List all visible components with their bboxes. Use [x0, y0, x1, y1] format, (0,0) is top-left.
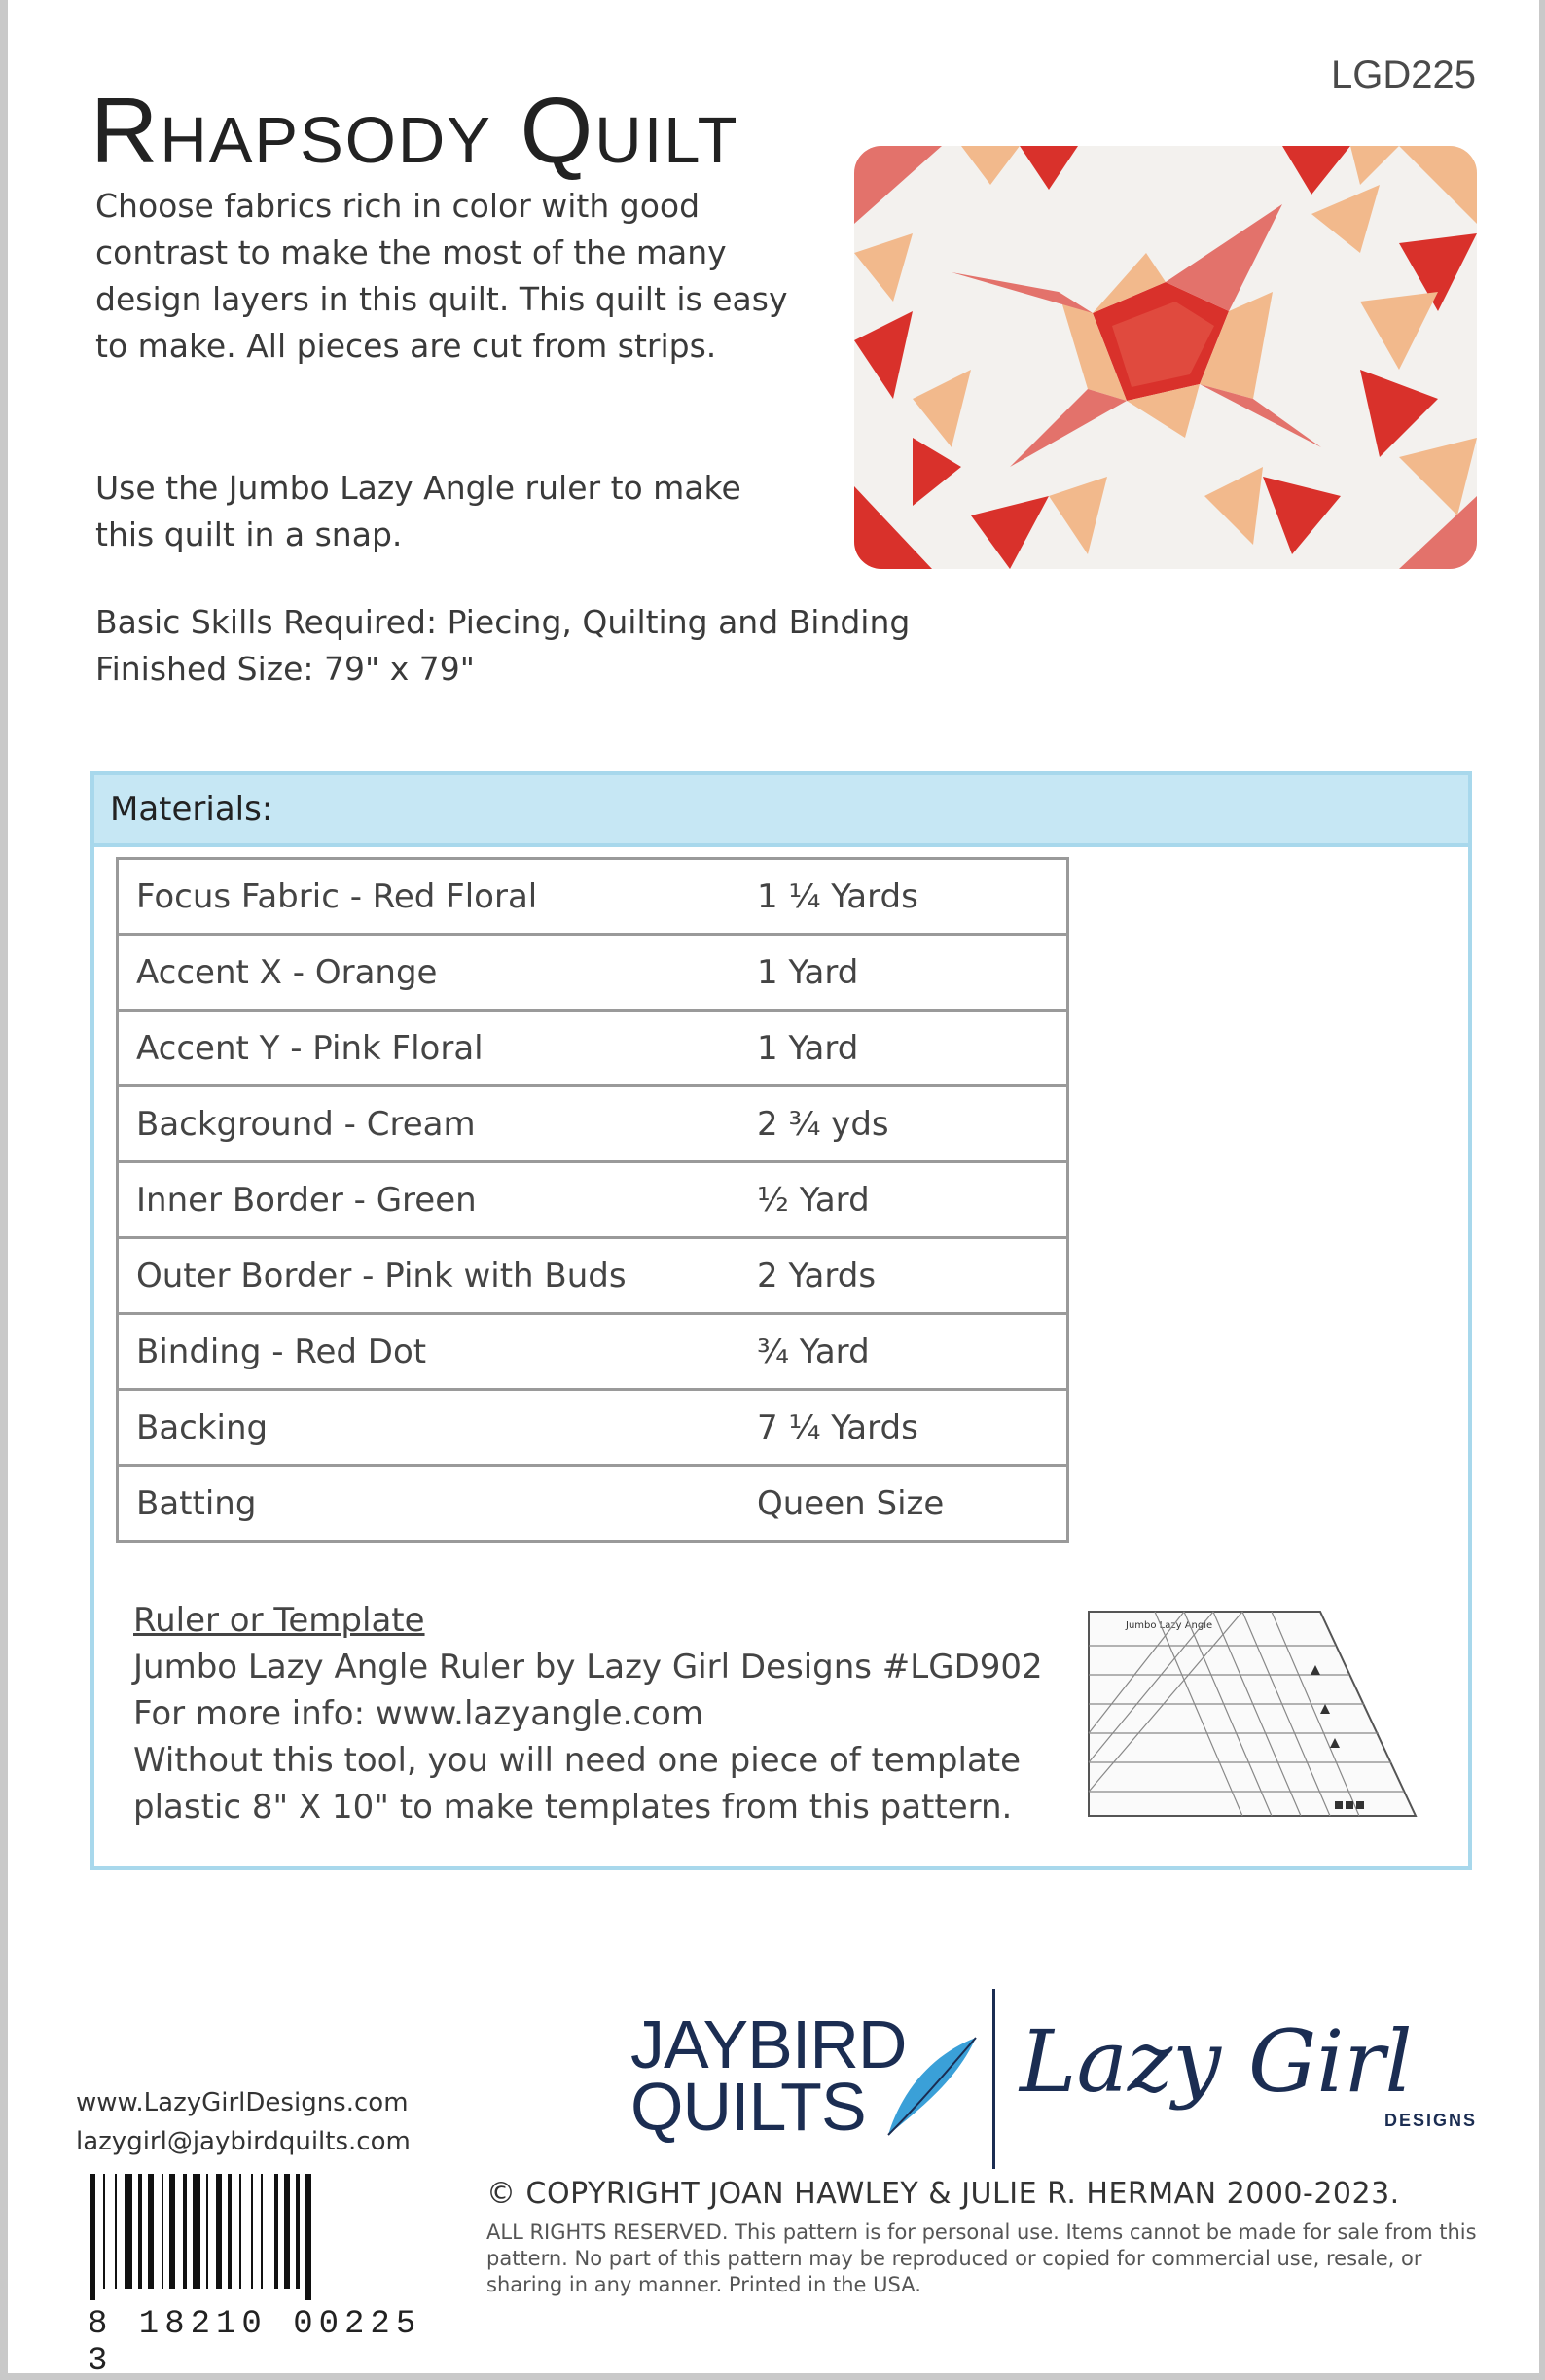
- ruler-image-label: Jumbo Lazy Angle: [1126, 1620, 1213, 1631]
- table-row: [118, 1390, 1068, 1466]
- ruler-section: [133, 1597, 1087, 1830]
- pattern-title: Rhapsody Quilt: [90, 79, 739, 183]
- barcode-bar: [284, 2174, 290, 2289]
- barcode-bar: [216, 2174, 222, 2289]
- barcode-bar: [305, 2174, 311, 2300]
- lazy-girl-designs-text: DESIGNS: [1384, 2111, 1478, 2130]
- material-name: Outer Border - Pink with Buds: [118, 1238, 740, 1314]
- materials-table: [116, 857, 1069, 1543]
- material-qty: ½ Yard: [739, 1162, 1068, 1238]
- finished-size-text: Finished Size: 79" x 79": [95, 650, 475, 688]
- barcode-bar: [274, 2174, 278, 2289]
- barcode-bar: [125, 2174, 132, 2289]
- barcode-bar: [162, 2174, 163, 2289]
- quilt-illustration: [854, 146, 1477, 569]
- table-row: [118, 1466, 1068, 1542]
- ruler-note-text: Use the Jumbo Lazy Angle ruler to make this quilt in a snap.: [95, 469, 741, 553]
- table-row: [118, 1086, 1068, 1162]
- barcode-bar: [228, 2174, 232, 2289]
- material-qty: 2 Yards: [739, 1238, 1068, 1314]
- skills-text: Basic Skills Required: Piecing, Quilting and Binding: [95, 603, 911, 641]
- barcode-bar: [115, 2174, 117, 2289]
- material-name: Binding - Red Dot: [118, 1314, 740, 1390]
- table-row: [118, 1162, 1068, 1238]
- email-link[interactable]: lazygirl@jaybirdquilts.com: [76, 2127, 411, 2156]
- material-qty: 1 ¼ Yards: [739, 859, 1068, 935]
- barcode-bar: [261, 2174, 263, 2289]
- material-qty: 1 Yard: [739, 935, 1068, 1011]
- material-name: Accent Y - Pink Floral: [118, 1011, 740, 1086]
- barcode-bar: [183, 2174, 187, 2289]
- website-link[interactable]: www.LazyGirlDesigns.com: [76, 2088, 409, 2117]
- material-qty: 1 Yard: [739, 1011, 1068, 1086]
- barcode-number: 8 18210 00225 3: [88, 2306, 422, 2380]
- barcode-bar: [103, 2174, 105, 2289]
- ruler-heading: Ruler or Template: [133, 1601, 425, 1640]
- description-text: Choose fabrics rich in color with good contrast to make the most of the many design layers in this quilt. This quilt is easy to make. All pieces are cut from strips.: [95, 187, 788, 365]
- barcode-bars: [88, 2174, 438, 2300]
- barcode-bar: [251, 2174, 253, 2289]
- materials-header: Materials:: [94, 775, 1468, 847]
- table-row: [118, 859, 1068, 935]
- jaybird-logo-line2: QUILTS: [630, 2069, 866, 2145]
- material-name: Background - Cream: [118, 1086, 740, 1162]
- ruler-line-info: For more info: www.lazyangle.com: [133, 1694, 703, 1733]
- material-name: Inner Border - Green: [118, 1162, 740, 1238]
- lazy-girl-logo-text: Lazy Girl: [1020, 2011, 1413, 2112]
- pattern-back-cover: [8, 0, 1539, 2380]
- table-row: [118, 1238, 1068, 1314]
- table-row: [118, 935, 1068, 1011]
- material-qty: 2 ¾ yds: [739, 1086, 1068, 1162]
- barcode-bar: [296, 2174, 300, 2289]
- table-row: [118, 1011, 1068, 1086]
- logo-divider: [992, 1989, 995, 2169]
- ruler-image: [1087, 1607, 1418, 1821]
- barcode-bar: [138, 2174, 142, 2289]
- copyright-text: © COPYRIGHT JOAN HAWLEY & JULIE R. HERMAN 2000-2023.: [486, 2177, 1400, 2211]
- pattern-code: LGD225: [1331, 53, 1476, 96]
- contact-block: [76, 2083, 411, 2161]
- barcode-bar: [239, 2174, 241, 2289]
- quilt-photo: [854, 146, 1477, 569]
- jaybird-quilts-logo: [630, 2007, 981, 2149]
- barcode-bar: [169, 2174, 175, 2289]
- table-row: [118, 1314, 1068, 1390]
- material-name: Focus Fabric - Red Floral: [118, 859, 740, 935]
- material-name: Backing: [118, 1390, 740, 1466]
- jaybird-logo-line1: JAYBIRD: [630, 2007, 907, 2082]
- material-name: Accent X - Orange: [118, 935, 740, 1011]
- material-qty: 7 ¼ Yards: [739, 1390, 1068, 1466]
- ruler-line-template: Without this tool, you will need one piece of template plastic 8" X 10" to make templates from this pattern.: [133, 1741, 1022, 1827]
- ruler-line-product: Jumbo Lazy Angle Ruler by Lazy Girl Designs #LGD902: [133, 1648, 1043, 1687]
- material-qty: ¾ Yard: [739, 1314, 1068, 1390]
- rights-text: ALL RIGHTS RESERVED. This pattern is for personal use. Items cannot be made for sale from this pattern. No part of this pattern may be reproduced or copied for commercial use, resale, or sharing in any manner. Printed in the USA.: [486, 2220, 1477, 2296]
- lazy-girl-designs-logo: [1020, 2013, 1477, 2140]
- feather-icon: [879, 2033, 981, 2140]
- barcode-bar: [148, 2174, 154, 2289]
- barcode-bar: [90, 2174, 95, 2300]
- barcode-bar: [193, 2174, 200, 2289]
- material-name: Batting: [118, 1466, 740, 1542]
- barcode-bar: [206, 2174, 208, 2289]
- material-qty: Queen Size: [739, 1466, 1068, 1542]
- barcode: [88, 2174, 438, 2380]
- materials-panel: [90, 771, 1472, 1870]
